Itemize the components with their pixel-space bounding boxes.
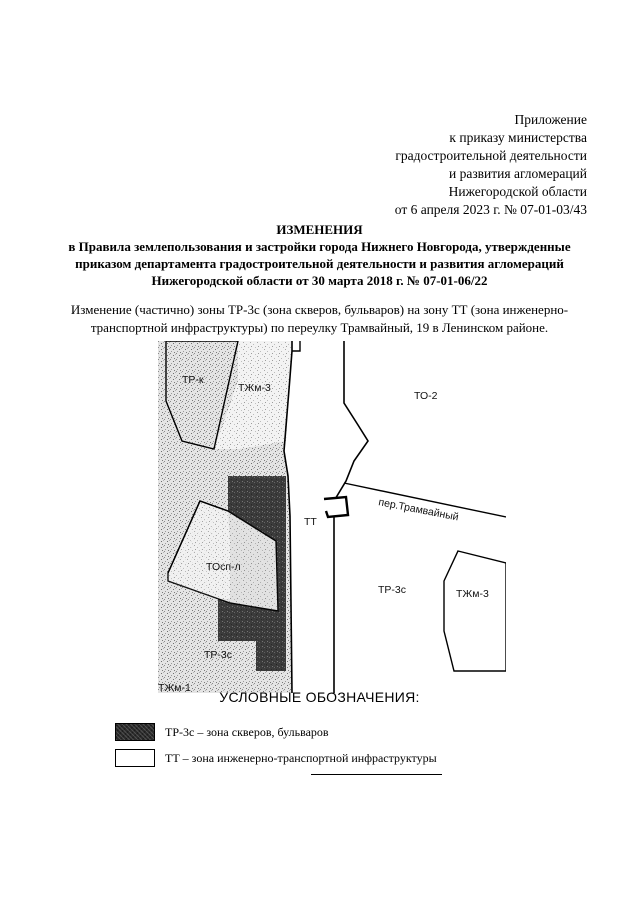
map-label-corner: ТЖм-1 — [158, 682, 191, 693]
appendix-line: Нижегородской области — [448, 184, 587, 199]
map-label-tr3s-left: ТР-3с — [204, 649, 233, 661]
map-label-tr3s-right: ТР-3с — [378, 584, 407, 596]
legend-item-tt — [115, 749, 437, 767]
legend-title: УСЛОВНЫЕ ОБОЗНАЧЕНИЯ: — [219, 689, 420, 705]
map-label-tr-k: ТР-к — [182, 374, 204, 386]
appendix-line: и развития агломераций — [448, 166, 587, 181]
legend-swatch-white — [115, 749, 155, 767]
map-zone-tt — [324, 497, 348, 517]
zoning-map — [158, 341, 506, 693]
legend-item-text: ТТ – зона инженерно-транспортной инфраструктуры — [165, 750, 437, 765]
map-label-tt: ТТ — [304, 516, 317, 528]
appendix-line: от 6 апреля 2023 г. № 07-01-03/43 — [394, 202, 587, 217]
document-title: ИЗМЕНЕНИЯ — [276, 222, 363, 237]
map-label-tosp: ТОсп-л — [206, 561, 241, 573]
document-subtitle-line: приказом департамента градостроительной деятельности и развития агломераций — [75, 256, 564, 271]
change-description-line: Изменение (частично) зоны ТР-3с (зона скверов, бульваров) на зону ТТ (зона инженерно- — [70, 302, 569, 317]
legend-swatch-dark — [115, 723, 155, 741]
map-label-tzhm3-right: ТЖм-3 — [456, 588, 489, 600]
appendix-block — [395, 111, 587, 219]
map-label-tzhm3-top: ТЖм-3 — [238, 382, 271, 394]
document-subtitle-line: в Правила землепользования и застройки города Нижнего Новгорода, утвержденные — [68, 239, 571, 254]
map-label-to2: ТО-2 — [414, 390, 438, 402]
map-label-street: пер.Трамвайный — [377, 496, 460, 524]
document-subtitle-line: Нижегородской области от 30 марта 2018 г. № 07-01-06/22 — [151, 273, 488, 288]
change-description — [0, 301, 639, 337]
legend-item-text: ТР-3с – зона скверов, бульваров — [165, 724, 329, 739]
legend-item-tr3s — [115, 723, 329, 741]
appendix-line: градостроительной деятельности — [395, 148, 587, 163]
appendix-line: к приказу министерства — [449, 130, 587, 145]
appendix-line: Приложение — [514, 112, 587, 127]
map-zone-tzhm3-right — [444, 551, 506, 671]
signature-line — [311, 774, 442, 775]
document-heading — [0, 221, 639, 289]
change-description-line: транспортной инфраструктуры) по переулку Трамвайный, 19 в Ленинском районе. — [90, 320, 549, 335]
map-boundary-top-notch — [292, 341, 300, 351]
